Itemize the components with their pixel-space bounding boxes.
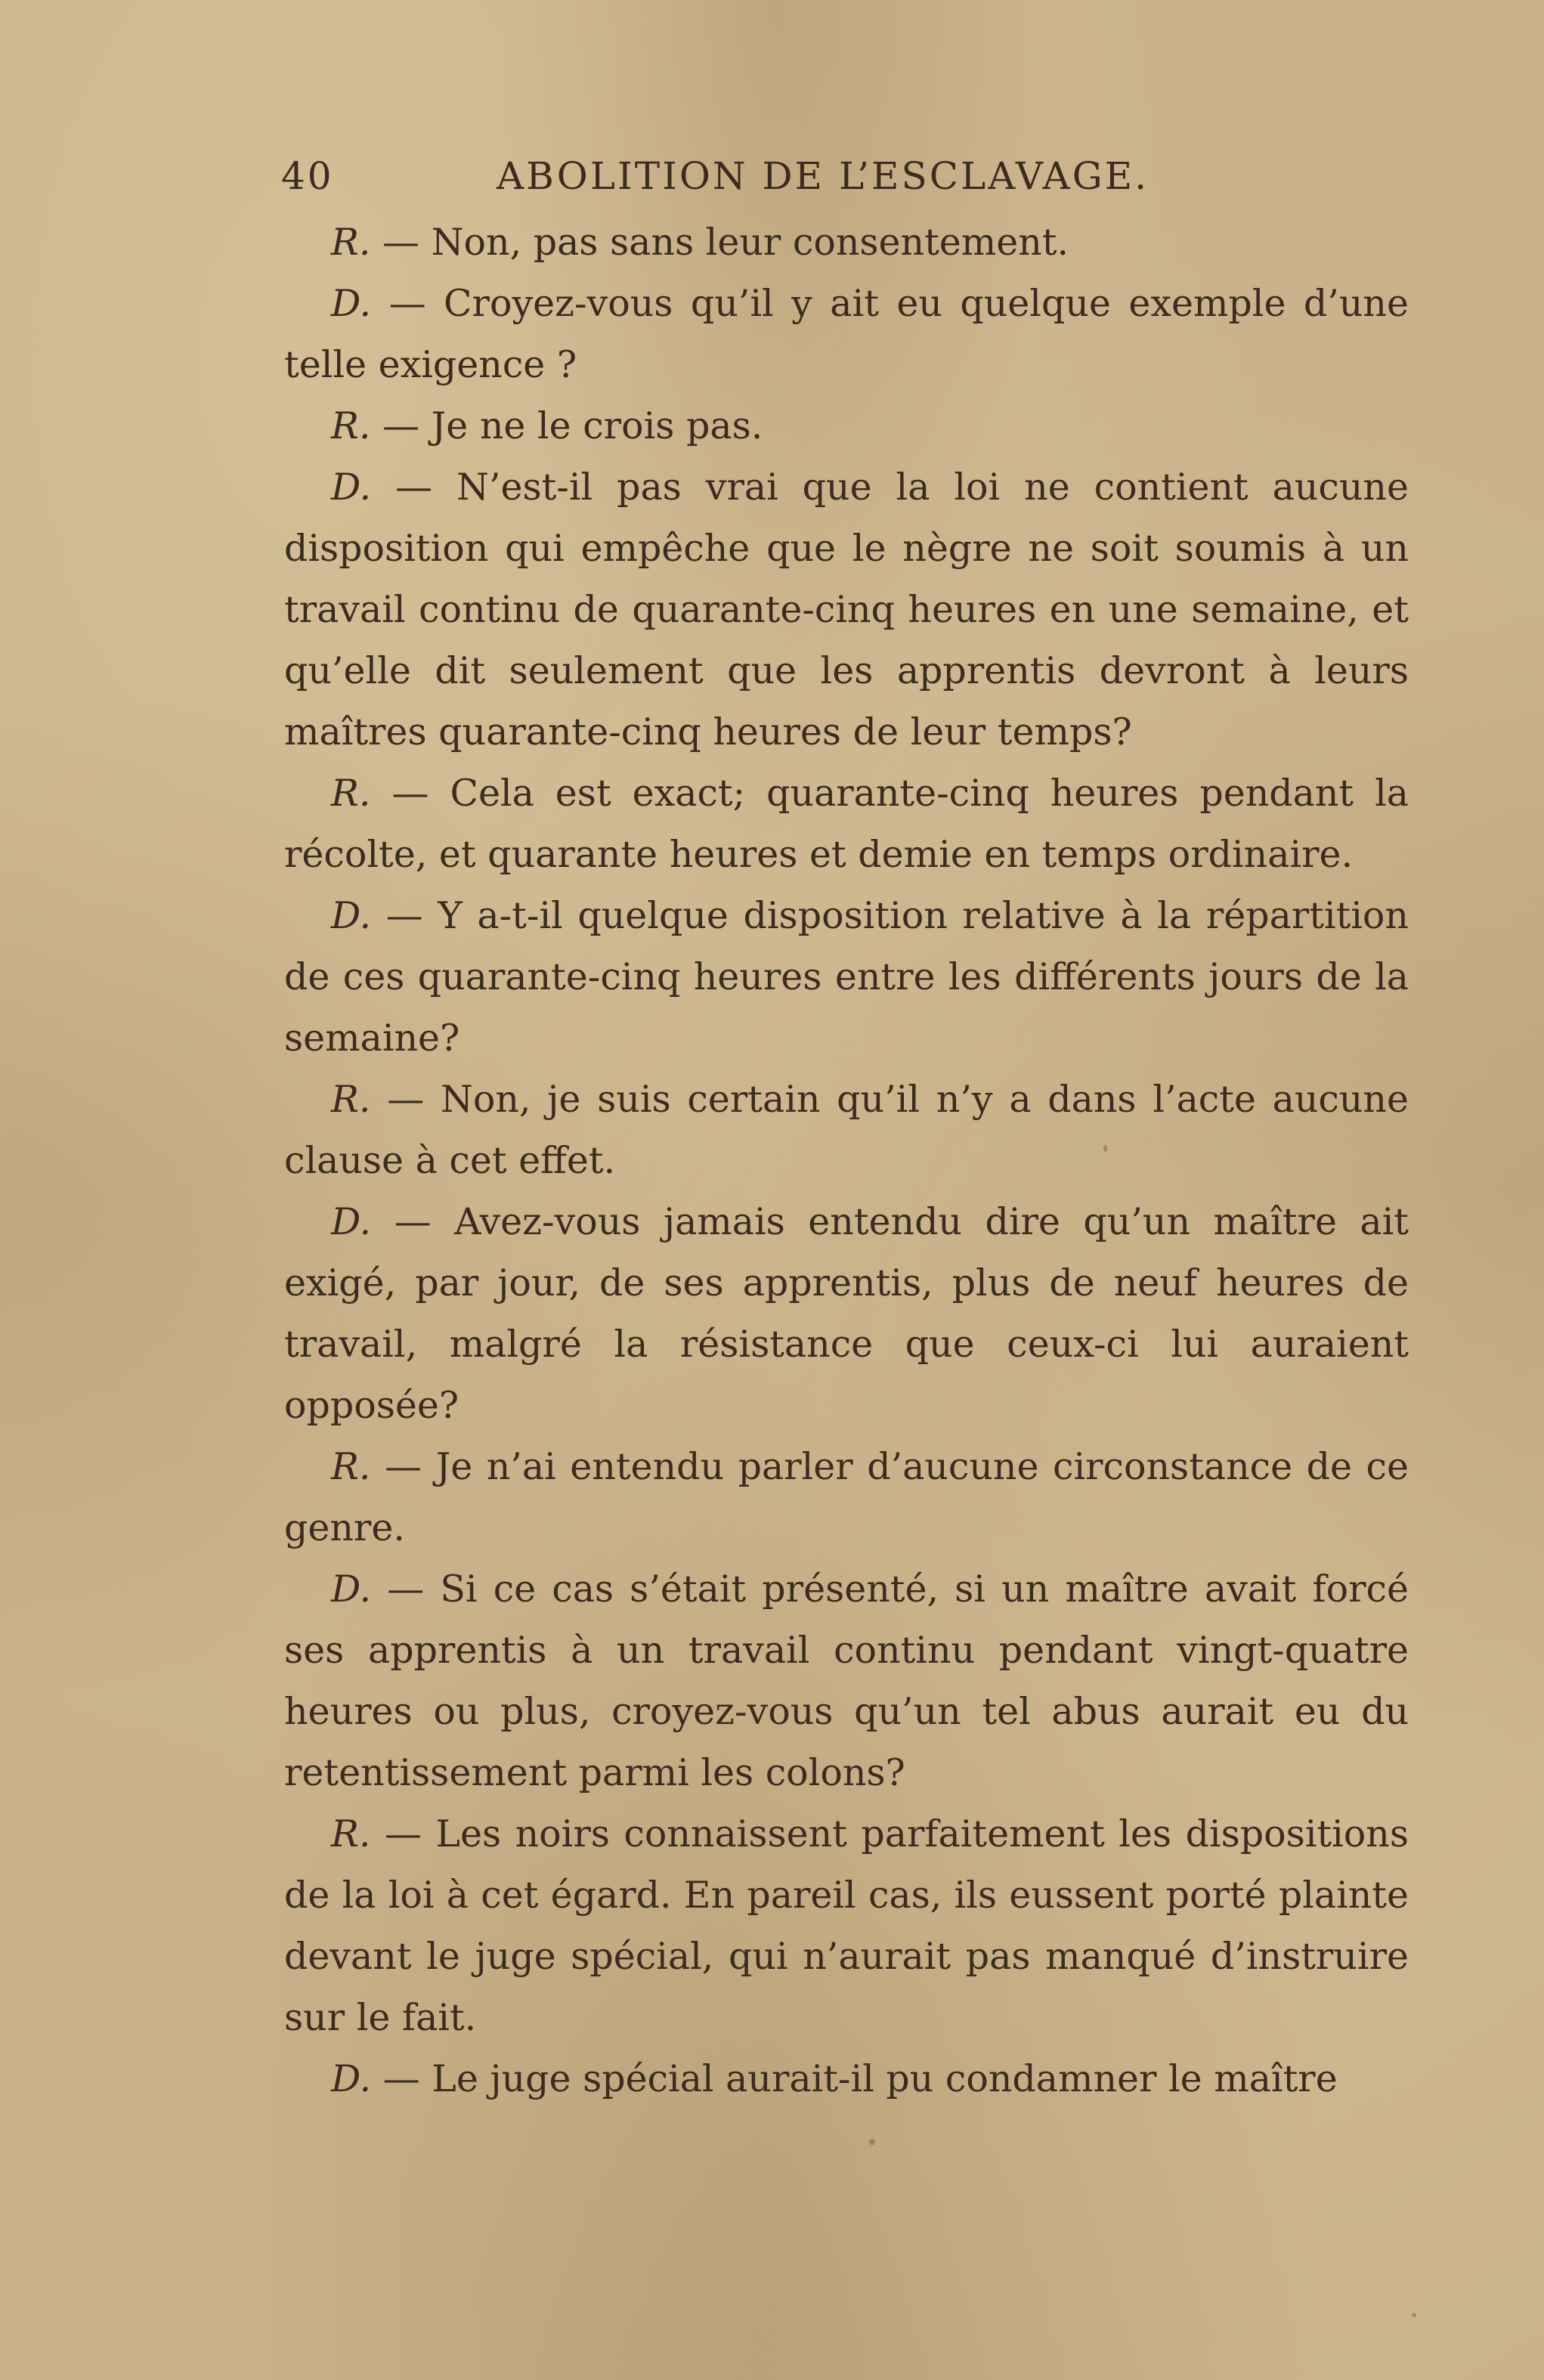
speaker-label: R. <box>331 1445 371 1488</box>
paragraph-text: — Les noirs connaissent parfaitement les dispositions de la loi à cet égard. En pareil cas, ils eussent porté plainte devant le juge spécial, qui n’aurait pas manqué d’instruire sur le fait. <box>284 1812 1409 2039</box>
paragraph-text: — Le juge spécial aurait-il pu condamner le maître <box>371 2057 1338 2100</box>
dialogue-paragraph <box>284 2048 1409 2109</box>
dialogue-paragraph <box>284 1803 1409 2048</box>
speaker-label: R. <box>331 772 371 815</box>
paper-speck <box>869 2139 875 2145</box>
dialogue-paragraph <box>284 395 1409 457</box>
speaker-label: D. <box>331 1200 372 1243</box>
dialogue-paragraph <box>284 1558 1409 1803</box>
speaker-label: D. <box>331 2057 372 2100</box>
speaker-label: D. <box>331 1568 372 1611</box>
page-number: 40 <box>281 154 334 198</box>
paragraph-text: — Avez-vous jamais entendu dire qu’un maître ait exigé, par jour, de ses apprentis, plus de neuf heures de travail, malgré la résistance que ceux-ci lui auraient opposée? <box>284 1200 1409 1427</box>
paragraph-text: — Y a-t-il quelque disposition relative à la répartition de ces quarante-cinq heures entre les différents jours de la semaine? <box>284 894 1409 1060</box>
paragraph-text: — Cela est exact; quarante-cinq heures pendant la récolte, et quarante heures et demie en temps ordinaire. <box>284 772 1409 876</box>
dialogue-paragraph <box>284 1436 1409 1558</box>
speaker-label: D. <box>331 282 372 325</box>
dialogue-paragraph <box>284 212 1409 273</box>
dialogue-text <box>284 212 1409 2109</box>
dialogue-paragraph <box>284 273 1409 395</box>
paper-speck <box>1412 2313 1416 2317</box>
speaker-label: R. <box>331 1812 371 1855</box>
speaker-label: R. <box>331 404 371 447</box>
dialogue-paragraph <box>284 885 1409 1069</box>
dialogue-paragraph <box>284 763 1409 885</box>
paragraph-text: — N’est-il pas vrai que la loi ne contient aucune disposition qui empêche que le nègre ne soit soumis à un travail continu de quarante-cinq heures en une semaine, et qu’elle dit seulement que les apprentis devront à leurs maîtres quarante-cinq heures de leur temps? <box>284 466 1409 754</box>
paper-speck <box>1103 1145 1107 1152</box>
speaker-label: R. <box>331 221 371 264</box>
dialogue-paragraph <box>284 1191 1409 1436</box>
page-header <box>281 150 1415 203</box>
speaker-label: D. <box>331 466 372 509</box>
dialogue-paragraph <box>284 1069 1409 1191</box>
running-title: ABOLITION DE L’ESCLAVAGE. <box>497 154 1149 198</box>
speaker-label: R. <box>331 1078 371 1121</box>
paragraph-text: — Croyez-vous qu’il y ait eu quelque exemple d’une telle exigence ? <box>284 282 1409 386</box>
paragraph-text: — Si ce cas s’était présenté, si un maître avait forcé ses apprentis à un travail continu pendant vingt-quatre heures ou plus, croyez-vous qu’un tel abus aurait eu du retentissement parmi les colons? <box>284 1568 1409 1794</box>
paragraph-text: — Non, pas sans leur consentement. <box>370 221 1069 264</box>
paragraph-text: — Je n’ai entendu parler d’aucune circonstance de ce genre. <box>284 1445 1409 1549</box>
paragraph-text: — Je ne le crois pas. <box>370 404 763 447</box>
paragraph-text: — Non, je suis certain qu’il n’y a dans l’acte aucune clause à cet effet. <box>284 1078 1409 1182</box>
speaker-label: D. <box>331 894 372 937</box>
dialogue-paragraph <box>284 457 1409 763</box>
